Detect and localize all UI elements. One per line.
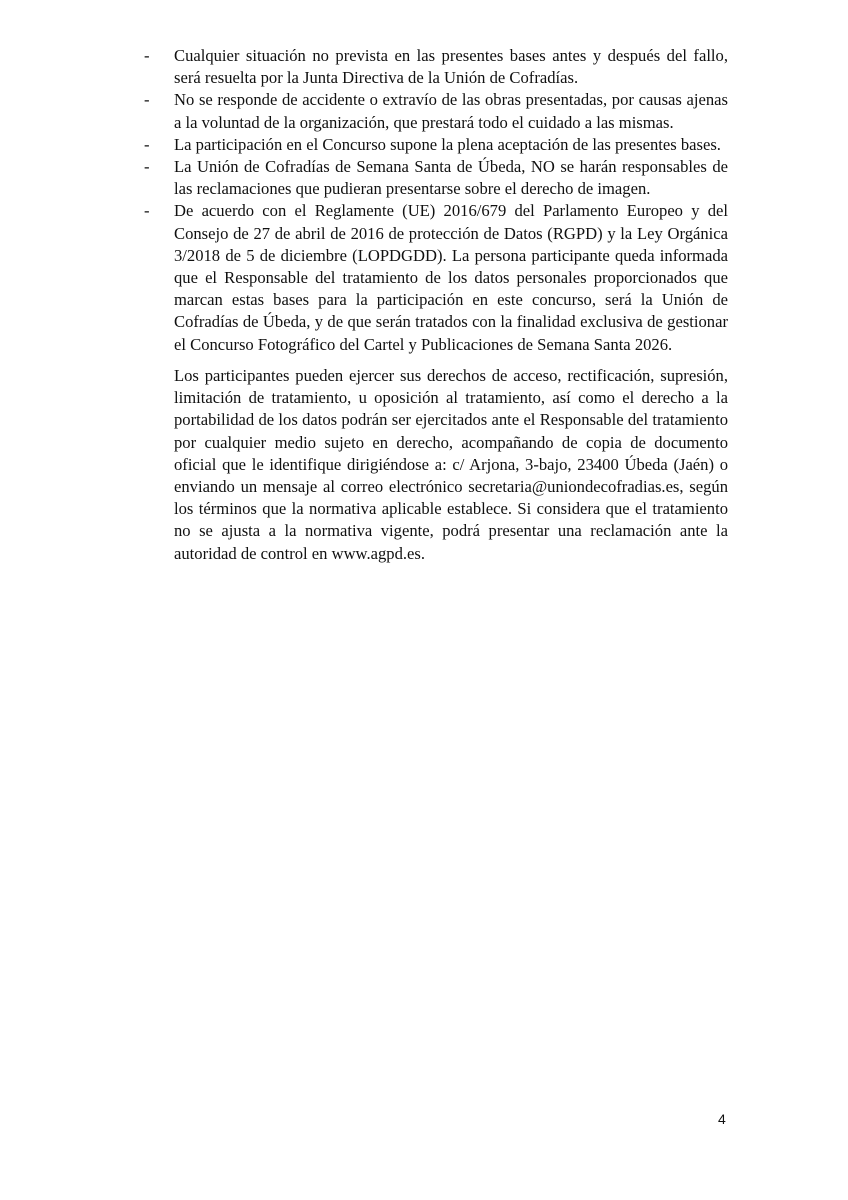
bullet-text: La Unión de Cofradías de Semana Santa de Úbeda, NO se harán responsables de las reclamaciones que pudieran presentarse sobre el derecho de imagen. [174,157,728,199]
bullet-text: No se responde de accidente o extravío de las obras presentadas, por causas ajenas a la voluntad de la organización, que prestará todo el cuidado a las mismas. [174,90,728,132]
bullet-dash: - [144,46,150,65]
bullet-item-data-protection [144,200,728,355]
bullet-dash: - [144,90,150,110]
bullet-item-liability [144,89,728,133]
bullet-dash: - [144,201,150,221]
bullet-item-image-rights [144,156,728,200]
bases-bullet-list [144,45,728,356]
bullet-text: La participación en el Concurso supone la plena aceptación de las presentes bases. [174,134,721,154]
bullet-text: Cualquier situación no prevista en las presentes bases antes y después del fallo, será resuelta por la Junta Directiva de la Unión de Cofradías. [174,46,728,88]
page-number: 4 [718,1111,726,1127]
bullet-dash: - [144,134,150,154]
bullet-dash: - [144,157,150,177]
privacy-rights-paragraph: Los participantes pueden ejercer sus derechos de acceso, rectificación, supresión, limitación de tratamiento, u oposición al tratamiento, así como el derecho a la portabilidad de los datos podrán ser ejercitados ante el Responsable del tratamiento por cualquier medio sujeto en derecho, acompañando de copia de documento oficial que le identifique dirigiéndose a: c/ Arjona, 3-bajo, 23400 Úbeda (Jaén) o enviando un mensaje al correo electrónico secretaria@uniondecofradias.es, según los términos que la normativa aplicable establece. Si considera que el tratamiento no se ajusta a la normativa vigente, podrá presentar una reclamación ante la autoridad de control en www.agpd.es. [174,366,728,563]
bullet-item-unforeseen [144,45,728,89]
bullet-item-acceptance [144,134,728,156]
bullet-text: De acuerdo con el Reglamente (UE) 2016/679 del Parlamento Europeo y del Consejo de 27 de abril de 2016 de protección de Datos (RGPD) y la Ley Orgánica 3/2018 de 5 de diciembre (LOPDGDD). La persona participante queda informada que el Responsable del tratamiento de los datos personales proporcionados que marcan estas bases para la participación en este concurso, será la Unión de Cofradías de Úbeda, y de que serán tratados con la finalidad exclusiva de gestionar el Concurso Fotográfico del Cartel y Publicaciones de Semana Santa 2026. [174,201,728,354]
